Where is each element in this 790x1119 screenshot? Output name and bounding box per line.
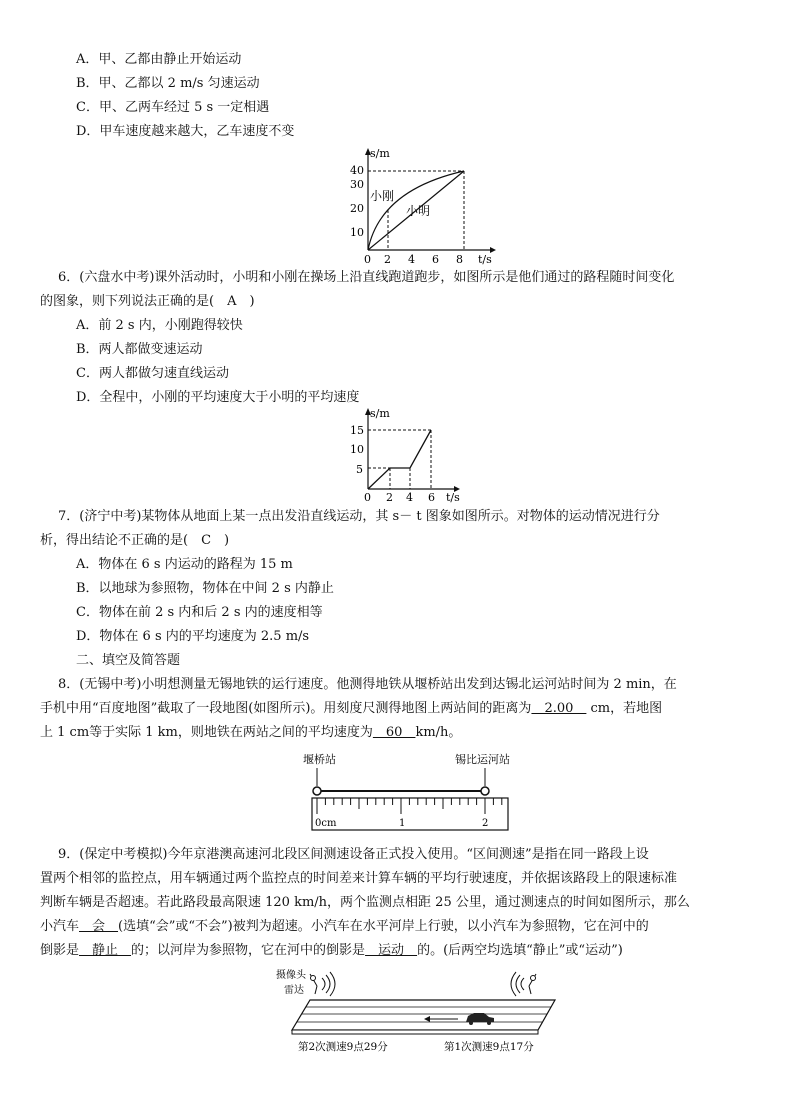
q9-highway-figure bbox=[270, 964, 560, 1054]
q6-x-tick: 2 bbox=[384, 253, 391, 265]
q8-stem-line3 bbox=[40, 723, 461, 743]
q9-answer-reflection-car: 静止 bbox=[79, 943, 132, 958]
q7-x-tick: 0 bbox=[364, 491, 371, 504]
q8-stem-line2 bbox=[40, 699, 662, 719]
q7-st-line bbox=[368, 430, 431, 489]
q7-option-c: C．物体在前 2 s 内和后 2 s 内的速度相等 bbox=[76, 605, 323, 620]
q9-stem-line2: 置两个相邻的监控点，用车辆通过两个监控点的时间差来计算车辆的平均行驶速度，并依据该路段上的限速标准 bbox=[40, 871, 678, 886]
q6-x-tick: 0 bbox=[364, 253, 371, 265]
q7-y-tick: 5 bbox=[356, 463, 363, 476]
q6-label-gang: 小刚 bbox=[370, 189, 395, 203]
q7-x-tick: 4 bbox=[406, 491, 413, 504]
q5-option-c: C．甲、乙两车经过 5 s 一定相遇 bbox=[76, 100, 270, 115]
camera-icon bbox=[511, 972, 536, 996]
ruler-label-1: 1 bbox=[399, 818, 406, 829]
station-marker bbox=[313, 787, 321, 795]
q6-x-tick: 4 bbox=[408, 253, 415, 265]
q6-option-a: A．前 2 s 内，小刚跑得较快 bbox=[76, 318, 243, 333]
q6-graph-x-label: t/s bbox=[478, 253, 492, 265]
q8-line3-tail: km/h。 bbox=[415, 725, 462, 740]
q5-option-d: D．甲车速度越来越大，乙车速度不变 bbox=[76, 124, 295, 139]
q8-line2-text: 手机中用“百度地图”截取了一段地图(如图所示)。用刻度尺测得地图上两站间的距离为 bbox=[40, 701, 532, 716]
q9-line4-tail: (选填“会”或“不会”)被判为超速。小汽车在水平河岸上行驶，以小汽车为参照物，它在河中的 bbox=[118, 919, 649, 934]
q9-answer-reflection-bank: 运动 bbox=[365, 943, 418, 958]
q6-graph bbox=[340, 145, 510, 265]
radar-label: 雷达 bbox=[284, 985, 304, 996]
q9-line5-text: 倒影是 bbox=[40, 943, 80, 958]
q7-option-b: B．以地球为参照物，物体在中间 2 s 内静止 bbox=[76, 581, 334, 596]
q9-stem-line5 bbox=[40, 941, 623, 961]
q6-option-d: D．全程中，小刚的平均速度大于小明的平均速度 bbox=[76, 390, 360, 405]
q9-answer-speeding: 会 bbox=[79, 919, 119, 934]
q9-line4-text: 小汽车 bbox=[40, 919, 80, 934]
q7-graph bbox=[346, 405, 476, 505]
road bbox=[292, 1000, 555, 1030]
q7-graph-y-label: s/m bbox=[370, 407, 390, 420]
q7-y-tick: 10 bbox=[350, 443, 364, 456]
q6-option-b: B．两人都做变速运动 bbox=[76, 342, 203, 357]
q5-option-b: B．甲、乙都以 2 m/s 匀速运动 bbox=[76, 76, 260, 91]
q6-label-ming: 小明 bbox=[406, 204, 431, 218]
ruler-label-2: 2 bbox=[482, 818, 489, 829]
q6-y-tick: 40 bbox=[350, 164, 364, 177]
station-yanqiao: 堰桥站 bbox=[303, 753, 336, 766]
q6-x-tick: 6 bbox=[432, 253, 439, 265]
q7-stem-line2: 析，得出结论不正确的是( C ) bbox=[40, 533, 230, 548]
q9-stem-line4 bbox=[40, 917, 649, 937]
q6-y-tick: 30 bbox=[350, 178, 364, 191]
q8-line2-tail: cm，若地图 bbox=[586, 701, 663, 716]
q7-y-tick: 15 bbox=[350, 424, 364, 437]
q6-stem-line2: 的图象，则下列说法正确的是( A ) bbox=[40, 294, 255, 309]
q7-x-tick: 6 bbox=[428, 491, 435, 504]
q8-answer-speed: 60 bbox=[372, 725, 416, 740]
q8-answer-distance: 2.00 bbox=[531, 701, 587, 716]
station-xibei: 锡比运河站 bbox=[455, 753, 510, 766]
q9-stem-line1: 9．(保定中考模拟)今年京港澳高速河北段区间测速设备正式投入使用。“区间测速”是指在同一路段上设 bbox=[58, 847, 649, 862]
q8-map-ruler bbox=[295, 748, 525, 838]
q6-stem-line1: 6．(六盘水中考)课外活动时，小明和小刚在操场上沿直线跑道跑步，如图所示是他们通过的路程随时间变化 bbox=[58, 270, 675, 285]
q8-stem-line1: 8．(无锡中考)小明想测量无锡地铁的运行速度。他测得地铁从堰桥站出发到达锡北运河站时间为 2 min，在 bbox=[58, 677, 677, 692]
camera-label: 摄像头 bbox=[276, 970, 306, 981]
q9-line5-mid: 的；以河岸为参照物，它在河中的倒影是 bbox=[131, 943, 366, 958]
station-marker bbox=[481, 787, 489, 795]
q8-line3-text: 上 1 cm等于实际 1 km，则地铁在两站之间的平均速度为 bbox=[40, 725, 373, 740]
q7-x-tick: 2 bbox=[386, 491, 393, 504]
q5-option-a: A．甲、乙都由静止开始运动 bbox=[76, 52, 242, 67]
q9-line5-tail: 的。(后两空均选填“静止”或“运动”) bbox=[417, 943, 623, 958]
caption-first-check: 第1次测速9点17分 bbox=[444, 1041, 534, 1053]
ruler-label-0: 0cm bbox=[315, 818, 337, 829]
caption-second-check: 第2次测速9点29分 bbox=[298, 1041, 388, 1053]
q6-option-c: C．两人都做匀速直线运动 bbox=[76, 366, 229, 381]
q7-option-d: D．物体在 6 s 内的平均速度为 2.5 m/s bbox=[76, 629, 310, 644]
q6-y-tick: 20 bbox=[350, 202, 364, 215]
q7-graph-x-label: t/s bbox=[446, 491, 460, 504]
q7-stem-line1: 7．(济宁中考)某物体从地面上某一点出发沿直线运动，其 s－ t 图象如图所示。对物体的运动情况进行分 bbox=[58, 509, 660, 524]
q7-option-a: A．物体在 6 s 内运动的路程为 15 m bbox=[76, 557, 293, 572]
q6-x-tick: 8 bbox=[456, 253, 463, 265]
q6-graph-y-label: s/m bbox=[370, 147, 390, 160]
section-heading: 二、填空及简答题 bbox=[76, 653, 181, 668]
q6-y-tick: 10 bbox=[350, 226, 364, 239]
q9-stem-line3: 判断车辆是否超速。若此路段最高限速 120 km/h，两个监测点相距 25 公里，通过测速点的时间如图所示，那么 bbox=[40, 895, 690, 910]
camera-icon bbox=[310, 972, 335, 996]
